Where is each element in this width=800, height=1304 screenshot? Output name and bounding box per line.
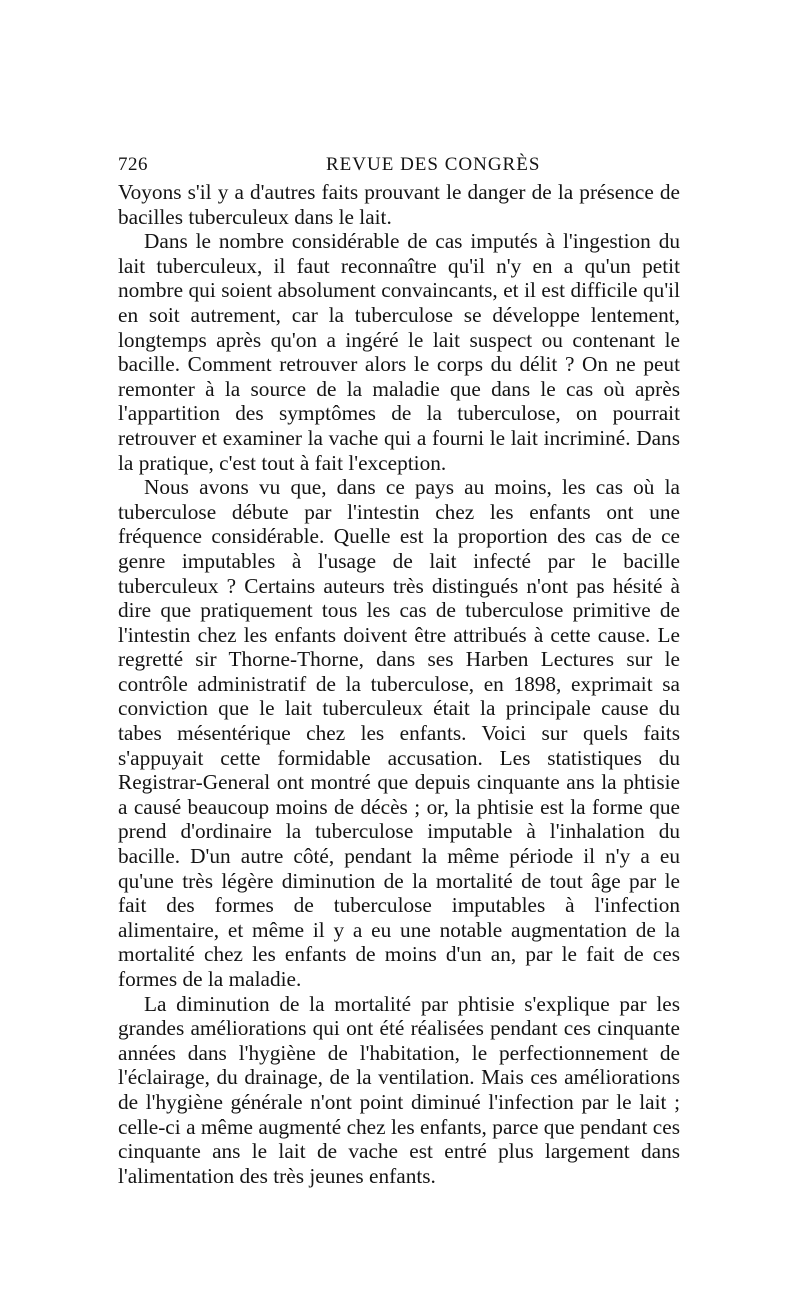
paragraph: La diminution de la mortalité par phtisie s'explique par les grandes améliorations qui ont été réalisées pendant ces cinquante années dans l'hygiène de l'habitation, le perfectionnement de l'éclairage, du drainage, de la ventilation. Mais ces améliorations de l'hygiène générale n'ont point diminué l'infection par le lait ; celle-ci a même augmenté chez les enfants, parce que pendant ces cinquante ans le lait de vache est entré plus largement dans l'alimentation des très jeunes enfants. xyxy=(118,991,680,1188)
page-number: 726 xyxy=(118,154,148,175)
paragraph: Nous avons vu que, dans ce pays au moins, les cas où la tuberculose débute par l'intestin chez les enfants ont une fréquence considérable. Quelle est la proportion des cas de ce genre imputables à l'usage de lait infecté par le bacille tuberculeux ? Certains auteurs très distingués n'ont pas hésité à dire que pratiquement tous les cas de tuberculose primitive de l'intestin chez les enfants doivent être attribués à cette cause. Le regretté sir Thorne-Thorne, dans ses Harben Lectures sur le contrôle administratif de la tuberculose, en 1898, exprimait sa conviction que le lait tuberculeux était la principale cause du tabes mésentérique chez les enfants. Voici sur quels faits s'appuyait cette formidable accusation. Les statistiques du Registrar-General ont montré que depuis cinquante ans la phtisie a causé beaucoup moins de décès ; or, la phtisie est la forme que prend d'ordinaire la tuberculose imputable à l'inhalation du bacille. D'un autre côté, pendant la même période il n'y a eu qu'une très légère diminution de la mortalité de tout âge par le fait des formes de tuberculose imputables à l'infection alimentaire, et même il y a eu une notable augmentation de la mortalité chez les enfants de moins d'un an, par le fait de ces formes de la maladie. xyxy=(118,475,680,991)
running-title: REVUE DES CONGRÈS xyxy=(326,154,541,175)
body-text xyxy=(118,180,680,1188)
book-page xyxy=(118,150,680,1188)
paragraph: Dans le nombre considérable de cas imputés à l'ingestion du lait tuberculeux, il faut reconnaître qu'il n'y en a qu'un petit nombre qui soient absolument convaincants, et il est difficile qu'il en soit autrement, car la tuberculose se développe lentement, longtemps après qu'on a ingéré le lait suspect ou contenant le bacille. Comment retrouver alors le corps du délit ? On ne peut remonter à la source de la maladie que dans le cas où après l'appartition des symptômes de la tuberculose, on pourrait retrouver et examiner la vache qui a fourni le lait incriminé. Dans la pratique, c'est tout à fait l'exception. xyxy=(118,229,680,475)
running-head xyxy=(118,150,680,180)
paragraph: Voyons s'il y a d'autres faits prouvant le danger de la présence de bacilles tuberculeux dans le lait. xyxy=(118,180,680,229)
